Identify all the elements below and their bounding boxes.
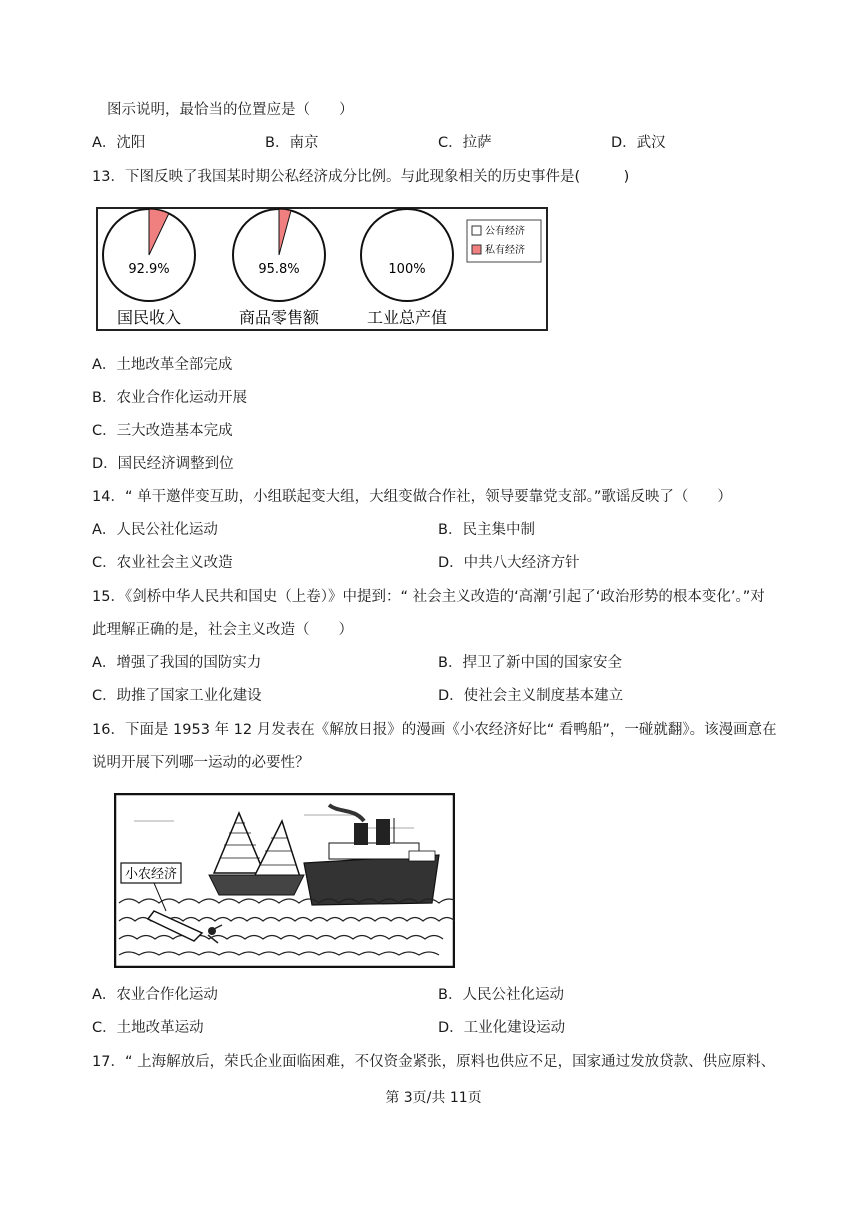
q14-option-a[interactable]: A．人民公社化运动	[92, 522, 218, 538]
q13-pie-chart-svg	[96, 207, 548, 331]
q16-option-b[interactable]: B．人民公社化运动	[438, 987, 564, 1003]
legend-swatch-public	[472, 226, 481, 235]
q13-option-a[interactable]: A．土地改革全部完成	[92, 357, 233, 373]
q12-option-c[interactable]: C．拉萨	[438, 135, 492, 151]
q15-option-a[interactable]: A．增强了我国的国防实力	[92, 655, 262, 671]
pie-label-industrial-output: 工业总产值	[366, 308, 448, 327]
cartoon-label-small-farmer-economy: 小农经济	[124, 867, 178, 882]
q17-stem-line1: 17．“ 上海解放后，荣氏企业面临困难，不仅资金紧张，原料也供应不足，国家通过发放贷款、供应原料、	[92, 1054, 776, 1070]
q13-option-c[interactable]: C．三大改造基本完成	[92, 423, 233, 439]
legend-swatch-private	[472, 245, 481, 254]
pie-value-label-0: 92.9%	[128, 262, 170, 277]
q15-option-c[interactable]: C．助推了国家工业化建设	[92, 688, 262, 704]
q15-stem-line1: 15．《剑桥中华人民共和国史（上卷）》中提到：“ 社会主义改造的‘高潮’引起了‘政治形势的根本变化’。”对	[92, 589, 765, 605]
pie-label-retail-sales: 商品零售额	[238, 308, 320, 327]
q14-option-d[interactable]: D．中共八大经济方针	[438, 555, 580, 571]
pie-slice-public-2	[361, 209, 453, 301]
q16-stem-line1: 16．下面是 1953 年 12 月发表在《解放日报》的漫画《小农经济好比“ 看鸭船”，一碰就翻》。该漫画意在	[92, 722, 777, 738]
q13-option-d[interactable]: D．国民经济调整到位	[92, 456, 234, 472]
pie-value-label-2: 100%	[388, 262, 426, 277]
q15-option-b[interactable]: B．捍卫了新中国的国家安全	[438, 655, 622, 671]
q12-option-b[interactable]: B．南京	[265, 135, 319, 151]
q14-stem: 14．“ 单干邀伴变互助，小组联起变大组，大组变做合作社，领导要靠党支部。”歌谣反映了（ ）	[92, 489, 732, 505]
q16-option-a[interactable]: A．农业合作化运动	[92, 987, 218, 1003]
q13-stem: 13．下图反映了我国某时期公私经济成分比例。与此现象相关的历史事件是( )	[92, 169, 630, 185]
q15-option-d[interactable]: D．使社会主义制度基本建立	[438, 688, 624, 704]
q13-pie-figure	[96, 207, 548, 331]
cartoon-svg	[114, 793, 455, 968]
q16-stem-line2: 说明开展下列哪一运动的必要性？	[92, 755, 310, 771]
q14-option-b[interactable]: B．民主集中制	[438, 522, 535, 538]
pie-value-label-1: 95.8%	[258, 262, 300, 277]
q12-option-a[interactable]: A．沈阳	[92, 135, 146, 151]
q16-cartoon	[114, 793, 455, 968]
q13-option-b[interactable]: B．农业合作化运动开展	[92, 390, 247, 406]
q14-option-c[interactable]: C．农业社会主义改造	[92, 555, 233, 571]
legend-label-public: 公有经济	[485, 226, 525, 237]
q16-option-c[interactable]: C．土地改革运动	[92, 1020, 204, 1036]
page-footer: 第 3页/共 11页	[385, 1090, 482, 1106]
q12-option-d[interactable]: D．武汉	[611, 135, 666, 151]
legend-label-private: 私有经济	[485, 245, 525, 256]
q16-option-d[interactable]: D．工业化建设运动	[438, 1020, 566, 1036]
q12-stem-tail: 图示说明，最恰当的位置应是（ ）	[107, 102, 354, 118]
pie-label-national-income: 国民收入	[116, 308, 182, 327]
q15-stem-line2: 此理解正确的是，社会主义改造（ ）	[92, 622, 353, 638]
